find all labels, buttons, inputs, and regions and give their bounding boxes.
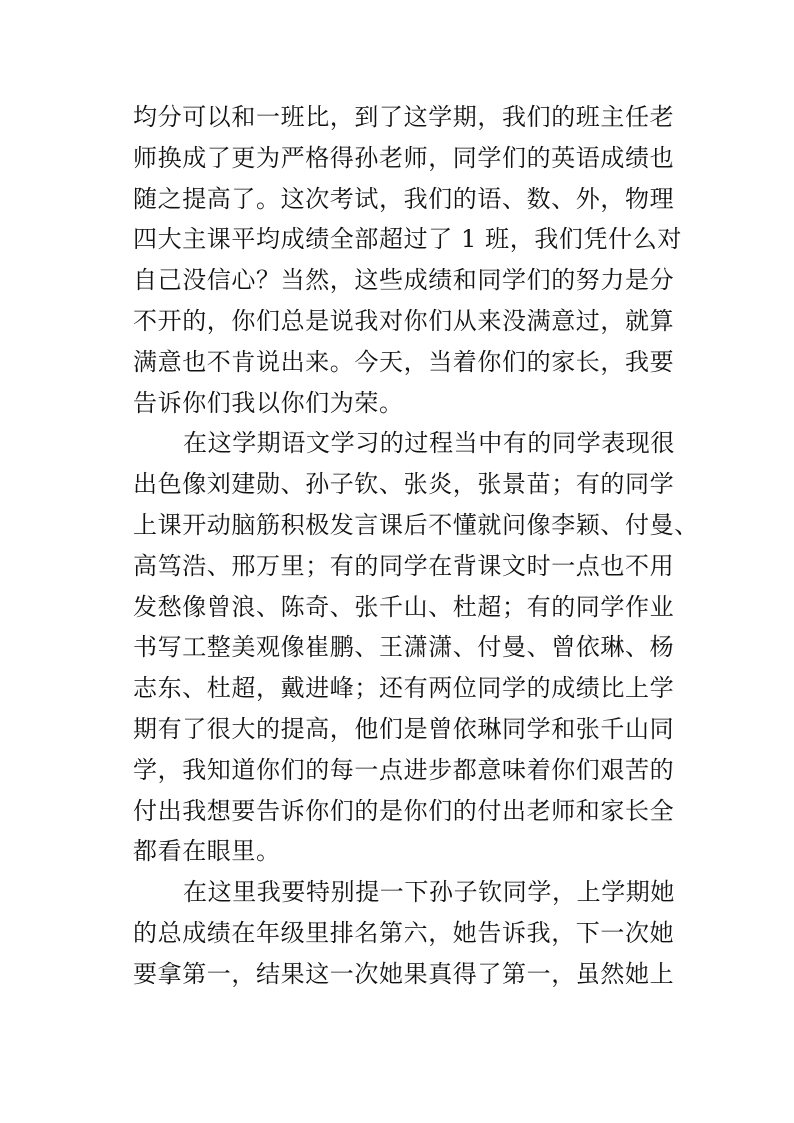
text-line: 发愁像曾浪、陈奇、张千山、杜超；有的同学作业 [133,592,675,621]
text-line: 要拿第一，结果这一次她果真得了第一，虽然她上 [133,959,675,988]
text-line: 上课开动脑筋积极发言课后不懂就问像李颖、付曼、 [133,510,699,539]
text-line: 期有了很大的提高，他们是曾依琳同学和张千山同 [133,714,675,743]
text-line: 的总成绩在年级里排名第六，她告诉我，下一次她 [133,918,675,947]
text-line: 告诉你们我以你们为荣。 [133,388,404,417]
text-line: 志东、杜超，戴进峰；还有两位同学的成绩比上学 [133,674,675,703]
text-line: 自己没信心？当然，这些成绩和同学们的努力是分 [133,266,675,295]
text-line: 书写工整美观像崔鹏、王潇潇、付曼、曾依琳、杨 [133,633,675,662]
text-line: 出色像刘建勋、孙子钦、张炎，张景苗；有的同学 [133,470,675,499]
text-line: 满意也不肯说出来。今天，当着你们的家长，我要 [133,347,675,376]
document-body [133,97,699,995]
text-line: 学，我知道你们的每一点进步都意味着你们艰苦的 [133,755,675,784]
text-line: 随之提高了。这次考试，我们的语、数、外，物理 [133,184,675,213]
text-line: 师换成了更为严格得孙老师，同学们的英语成绩也 [133,143,675,172]
text-line: 付出我想要告诉你们的是你们的付出老师和家长全 [133,796,675,825]
text-line: 均分可以和一班比，到了这学期，我们的班主任老 [133,103,675,131]
text-line: 都看在眼里。 [133,837,281,866]
text-line: 在这里我要特别提一下孙子钦同学，上学期她 [183,878,675,907]
text-line: 四大主课平均成绩全部超过了 1 班，我们凭什么对 [133,225,682,254]
text-line: 高笃浩、邢万里；有的同学在背课文时一点也不用 [133,551,675,580]
text-line: 不开的，你们总是说我对你们从来没满意过，就算 [133,306,675,335]
text-line: 在这学期语文学习的过程当中有的同学表现很 [183,429,675,458]
